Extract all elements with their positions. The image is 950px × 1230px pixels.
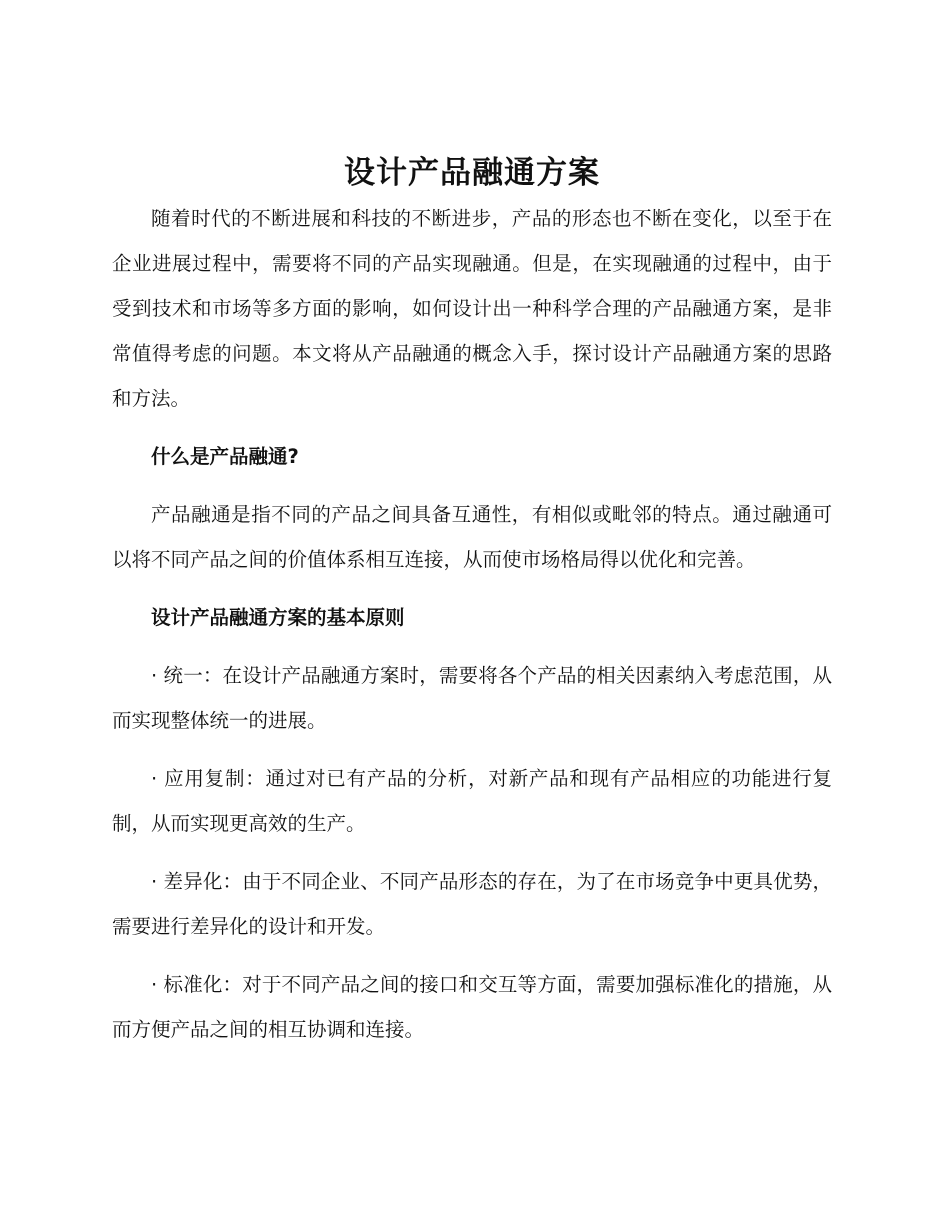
section-paragraph-definition: 产品融通是指不同的产品之间具备互通性，有相似或毗邻的特点。通过融通可以将不同产品之间的价值体系相互连接，从而使市场格局得以优化和完善。 <box>112 503 832 571</box>
intro-paragraph: 随着时代的不断进展和科技的不断进步，产品的形态也不断在变化，以至于在企业进展过程中，需要将不同的产品实现融通。但是，在实现融通的过程中，由于受到技术和市场等多方面的影响，如何设计出一种科学合理的产品融通方案，是非常值得考虑的问题。本文将从产品融通的概念入手，探讨设计产品融通方案的思路和方法。 <box>112 207 832 410</box>
principle-item-unify: · 统一：在设计产品融通方案时，需要将各个产品的相关因素纳入考虑范围，从而实现整体统一的进展。 <box>112 664 832 732</box>
principle-item-replicate: · 应用复制：通过对已有产品的分析，对新产品和现有产品相应的功能进行复制，从而实现更高效的生产。 <box>112 767 832 835</box>
principle-item-differentiate: · 差异化：由于不同企业、不同产品形态的存在，为了在市场竞争中更具优势，需要进行差异化的设计和开发。 <box>112 870 832 938</box>
section-heading-what-is: 什么是产品融通? <box>151 445 299 468</box>
principle-item-standardize: · 标准化：对于不同产品之间的接口和交互等方面，需要加强标准化的措施，从而方便产品之间的相互协调和连接。 <box>112 973 832 1041</box>
section-heading-principles: 设计产品融通方案的基本原则 <box>151 606 405 629</box>
document-title: 设计产品融通方案 <box>344 155 600 191</box>
document-body <box>112 150 832 1052</box>
